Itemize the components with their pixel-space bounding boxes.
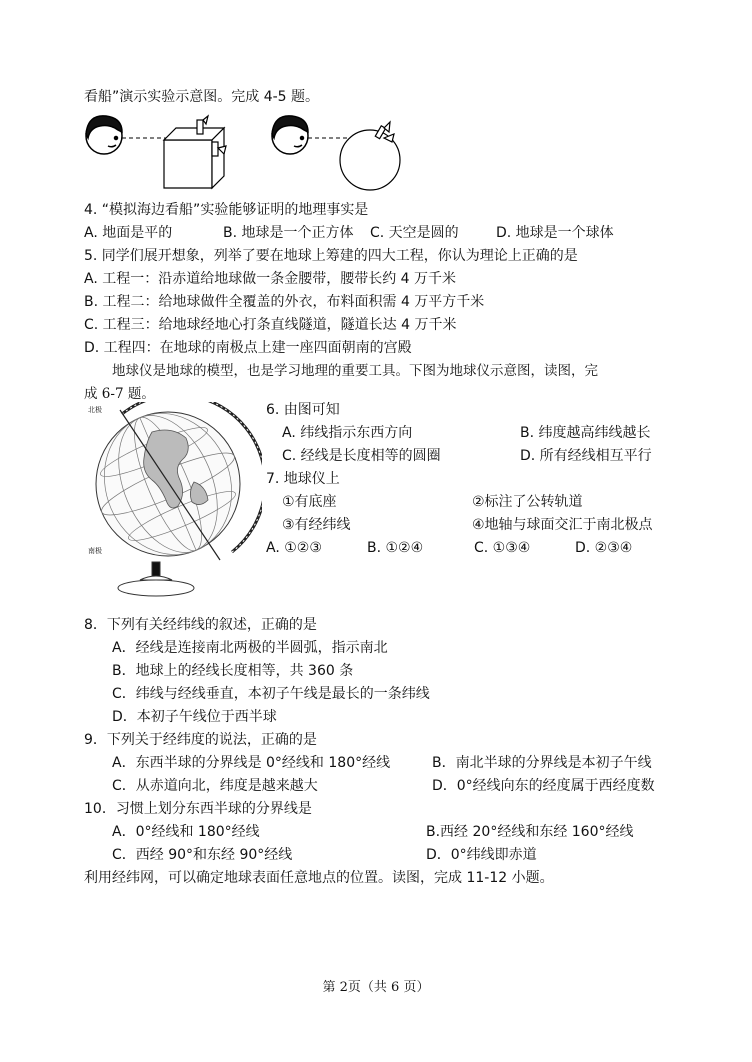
q10-option-a: A．0°经线和 180°经线 — [112, 824, 260, 840]
sphere-model-icon — [340, 122, 400, 190]
q10-option-c: C．西经 90°和东经 90°经线 — [112, 847, 293, 863]
q6-option-c: C. 经线是长度相等的圆圈 — [282, 448, 441, 464]
globe-base — [118, 580, 194, 596]
q8-option-b: B．地球上的经线长度相等，共 360 条 — [112, 663, 354, 679]
q7-option-d: D. ②③④ — [575, 540, 633, 556]
ship-experiment-figure — [80, 108, 420, 198]
q7-item-3: ③有经纬线 — [282, 517, 351, 533]
q6-option-a: A. 纬线指示东西方向 — [282, 425, 413, 441]
cube-model-icon — [164, 116, 226, 188]
page-footer: 第 2页（共 6 页） — [322, 980, 430, 995]
q6-stem: 6. 由图可知 — [266, 402, 340, 418]
q8-option-a: A．经线是连接南北两极的半圆弧，指示南北 — [112, 640, 388, 656]
closing-line: 利用经纬网，可以确定地球表面任意地点的位置。读图，完成 11-12 小题。 — [84, 870, 554, 886]
q7-item-4: ④地轴与球面交汇于南北极点 — [472, 517, 653, 533]
q9-option-b: B．南北半球的分界线是本初子午线 — [432, 755, 652, 771]
q8-option-d: D．本初子午线位于西半球 — [112, 709, 277, 725]
q8-option-c: C．纬线与经线垂直，本初子午线是最长的一条纬线 — [112, 686, 430, 702]
q5-option-d: D. 工程四：在地球的南极点上建一座四面朝南的宫殿 — [84, 340, 412, 356]
q4-option-b: B. 地球是一个正方体 — [223, 225, 354, 241]
q7-option-b: B. ①②④ — [367, 540, 424, 556]
q9-option-a: A．东西半球的分界线是 0°经线和 180°经线 — [112, 755, 391, 771]
q4-option-a: A. 地面是平的 — [84, 225, 173, 241]
q10-option-d: D．0°纬线即赤道 — [426, 847, 537, 863]
q10-stem: 10．习惯上划分东西半球的分界线是 — [84, 801, 312, 817]
globe-south-label: 南极 — [88, 547, 102, 555]
q5-stem: 5. 同学们展开想象，列举了要在地球上筹建的四大工程，你认为理论上正确的是 — [84, 248, 578, 264]
q7-option-a: A. ①②③ — [266, 540, 322, 556]
q7-item-2: ②标注了公转轨道 — [472, 494, 583, 510]
q5-option-b: B. 工程二：给地球做件全覆盖的外衣，布料面积需 4 万平方千米 — [84, 294, 485, 310]
globe-figure — [82, 402, 262, 602]
q8-stem: 8．下列有关经纬线的叙述，正确的是 — [84, 617, 317, 633]
observer-head-left-icon — [86, 116, 122, 154]
q5-option-a: A. 工程一：沿赤道给地球做一条金腰带，腰带长约 4 万千米 — [84, 271, 457, 287]
q6-option-d: D. 所有经线相互平行 — [520, 448, 652, 464]
intro-line: 看船”演示实验示意图。完成 4-5 题。 — [84, 89, 320, 105]
q7-item-1: ①有底座 — [282, 494, 337, 510]
q7-stem: 7. 地球仪上 — [266, 471, 340, 487]
q4-option-d: D. 地球是一个球体 — [496, 225, 614, 241]
q9-option-c: C．从赤道向北，纬度是越来越大 — [112, 778, 318, 794]
q9-stem: 9．下列关于经纬度的说法，正确的是 — [84, 732, 317, 748]
globe-intro-line2: 成 6-7 题。 — [84, 386, 155, 402]
q5-option-c: C. 工程三：给地球经地心打条直线隧道，隧道长达 4 万千米 — [84, 317, 457, 333]
q4-stem: 4. “模拟海边看船”实验能够证明的地理事实是 — [84, 202, 369, 218]
observer-head-right-icon — [272, 116, 308, 154]
q9-option-d: D．0°经线向东的经度属于西经度数 — [432, 778, 655, 794]
q6-option-b: B. 纬度越高纬线越长 — [520, 425, 651, 441]
q7-option-c: C. ①③④ — [474, 540, 531, 556]
q10-option-b: B.西经 20°经线和东经 160°经线 — [426, 824, 634, 840]
globe-intro-line1: 地球仪是地球的模型，也是学习地理的重要工具。下图为地球仪示意图，读图，完 — [112, 363, 598, 379]
globe-north-label: 北极 — [88, 406, 102, 414]
q4-option-c: C. 天空是圆的 — [370, 225, 459, 241]
